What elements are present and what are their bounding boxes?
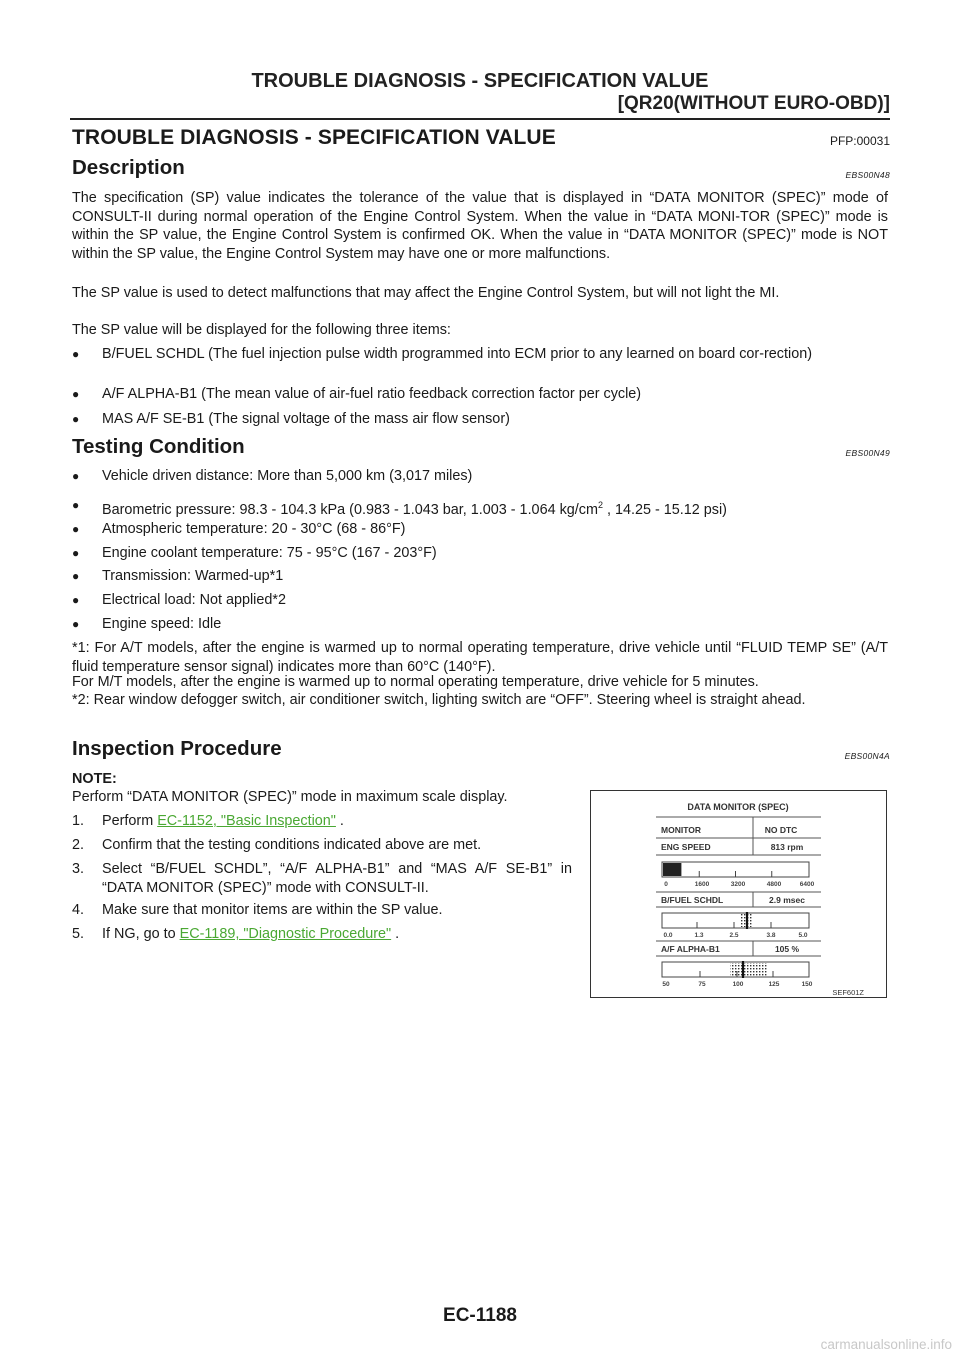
description-paragraph-3: The SP value will be displayed for the following three items: bbox=[72, 322, 451, 338]
data-monitor-figure bbox=[590, 790, 887, 998]
testing-bullet-6: ● Electrical load: Not applied*2 bbox=[72, 592, 286, 608]
description-heading: Description bbox=[72, 156, 185, 179]
description-bullet-1: ● B/FUEL SCHDL (The fuel injection pulse width programmed into ECM prior to any learned on board cor-rection) bbox=[72, 346, 812, 362]
alpha-b1-sp-range bbox=[730, 963, 768, 976]
eng-tick-label: 6400 bbox=[799, 881, 815, 888]
step-1: 1. Perform EC-1152, "Basic Inspection" . bbox=[72, 813, 344, 829]
inspection-code: EBS00N4A bbox=[844, 751, 890, 761]
eng-tick-label: 0 bbox=[664, 881, 668, 888]
screen-title: DATA MONITOR (SPEC) bbox=[687, 802, 789, 812]
alpha-tick-label: 125 bbox=[768, 981, 780, 988]
testing-note-2: For M/T models, after the engine is warmed up to normal operating temperature, drive vehicle for 5 minutes. bbox=[72, 674, 759, 690]
bullet-icon: ● bbox=[72, 498, 80, 512]
bullet-icon: ● bbox=[72, 387, 80, 401]
testing-bullet-4: ● Engine coolant temperature: 75 - 95°C (167 - 203°F) bbox=[72, 545, 437, 561]
bullet-icon: ● bbox=[72, 469, 80, 483]
fuel-tick-label: 3.8 bbox=[766, 932, 776, 939]
col-monitor: MONITOR bbox=[661, 825, 701, 835]
col-status: NO DTC bbox=[764, 825, 798, 835]
figure-code: SEF601Z bbox=[832, 988, 864, 997]
fuel-schdl-value: 2.9 msec bbox=[769, 895, 805, 905]
description-paragraph-2: The SP value is used to detect malfunctions that may affect the Engine Control System, but will not light the MI. bbox=[72, 285, 780, 301]
bullet-icon: ● bbox=[72, 569, 80, 583]
basic-inspection-link[interactable]: EC-1152, "Basic Inspection" bbox=[157, 813, 336, 829]
fuel-tick-label: 0.0 bbox=[663, 932, 673, 939]
testing-bullet-2: ● Barometric pressure: 98.3 - 104.3 kPa (0.983 - 1.043 bar, 1.003 - 1.064 $kg/cm^2$ , 14.25 - 15.12 psi) bbox=[72, 498, 727, 518]
section-code: PFP:00031 bbox=[829, 134, 890, 148]
alpha-tick-label: 75 bbox=[698, 981, 706, 988]
running-header-subtitle: [QR20(WITHOUT EURO-OBD)] bbox=[617, 93, 890, 114]
section-title: TROUBLE DIAGNOSIS - SPECIFICATION VALUE bbox=[72, 126, 556, 149]
diagnostic-procedure-link[interactable]: EC-1189, "Diagnostic Procedure" bbox=[179, 926, 392, 942]
eng-speed-label: ENG SPEED bbox=[661, 842, 711, 852]
fuel-tick-label: 5.0 bbox=[798, 932, 808, 939]
step-3: 3. Select “B/FUEL SCHDL”, “A/F ALPHA-B1” and “MAS A/F SE-B1” in “DATA MONITOR (SPEC)” mode with CONSULT-II. bbox=[72, 861, 572, 896]
alpha-tick-label: 150 bbox=[801, 981, 813, 988]
bullet-icon: ● bbox=[72, 412, 80, 426]
watermark: carmanualsonline.info bbox=[820, 1337, 952, 1352]
bullet-icon: ● bbox=[72, 593, 80, 607]
inspection-heading: Inspection Procedure bbox=[72, 737, 282, 760]
step-2: 2. Confirm that the testing conditions indicated above are met. bbox=[72, 837, 482, 853]
bullet-icon: ● bbox=[72, 522, 80, 536]
description-code: EBS00N48 bbox=[845, 170, 890, 180]
fuel-tick-label: 2.5 bbox=[729, 932, 739, 939]
eng-speed-value: 813 rpm bbox=[770, 842, 804, 852]
testing-note-3: *2: Rear window defogger switch, air conditioner switch, lighting switch are “OFF”. Steering wheel is straight ahead. bbox=[72, 692, 806, 708]
note-text: Perform “DATA MONITOR (SPEC)” mode in maximum scale display. bbox=[72, 789, 508, 805]
fuel-schdl-gauge bbox=[662, 913, 809, 928]
testing-code: EBS00N49 bbox=[845, 448, 890, 458]
eng-tick-label: 3200 bbox=[730, 881, 746, 888]
note-label: NOTE: bbox=[72, 771, 117, 787]
bullet-icon: ● bbox=[72, 347, 80, 361]
description-bullet-2: ● A/F ALPHA-B1 (The mean value of air-fuel ratio feedback correction factor per cycle) bbox=[72, 386, 642, 402]
testing-heading: Testing Condition bbox=[72, 435, 245, 458]
testing-bullet-3: ● Atmospheric temperature: 20 - 30°C (68 - 86°F) bbox=[72, 521, 406, 537]
eng-tick-label: 4800 bbox=[766, 881, 782, 888]
page-number: EC-1188 bbox=[443, 1305, 517, 1326]
alpha-tick-label: 100 bbox=[732, 981, 744, 988]
eng-tick-label: 1600 bbox=[694, 881, 710, 888]
fuel-schdl-label: B/FUEL SCHDL bbox=[661, 895, 724, 905]
testing-note-1: *1: For A/T models, after the engine is warmed up to normal operating temperature, drive vehicle until “FLUID TEMP SE” (A/T fluid temperature sensor signal) indicates more than 60°C (140°F). bbox=[72, 640, 888, 675]
description-bullet-3: ● MAS A/F SE-B1 (The signal voltage of the mass air flow sensor) bbox=[72, 411, 510, 427]
testing-bullet-1: ● Vehicle driven distance: More than 5,000 km (3,017 miles) bbox=[72, 468, 473, 484]
eng-speed-fill bbox=[663, 863, 681, 876]
header-rule bbox=[70, 118, 890, 120]
step-5: 5. If NG, go to EC-1189, "Diagnostic Procedure" . bbox=[72, 926, 400, 942]
alpha-b1-label: A/F ALPHA-B1 bbox=[661, 944, 720, 954]
data-monitor-screen bbox=[591, 791, 886, 997]
alpha-tick-label: 50 bbox=[662, 981, 670, 988]
fuel-tick-label: 1.3 bbox=[694, 932, 704, 939]
testing-bullet-5: ● Transmission: Warmed-up*1 bbox=[72, 568, 284, 584]
step-4: 4. Make sure that monitor items are within the SP value. bbox=[72, 902, 443, 918]
bullet-icon: ● bbox=[72, 617, 80, 631]
alpha-b1-value: 105 % bbox=[774, 944, 800, 954]
running-header-title: TROUBLE DIAGNOSIS - SPECIFICATION VALUE bbox=[251, 70, 709, 92]
testing-bullet-7: ● Engine speed: Idle bbox=[72, 616, 222, 632]
description-paragraph-1: The specification (SP) value indicates the tolerance of the value that is displayed in “DATA MONITOR (SPEC)” mode of CONSULT-II during normal operation of the Engine Control System. When the value in “DATA MONI-TOR (SPEC)” mode is within the SP value, the Engine Control System is confirmed OK. When the value in “DATA MONITOR (SPEC)” mode is NOT within the SP value, the Engine Control System may have one or more malfunctions. bbox=[72, 190, 888, 262]
bullet-icon: ● bbox=[72, 546, 80, 560]
